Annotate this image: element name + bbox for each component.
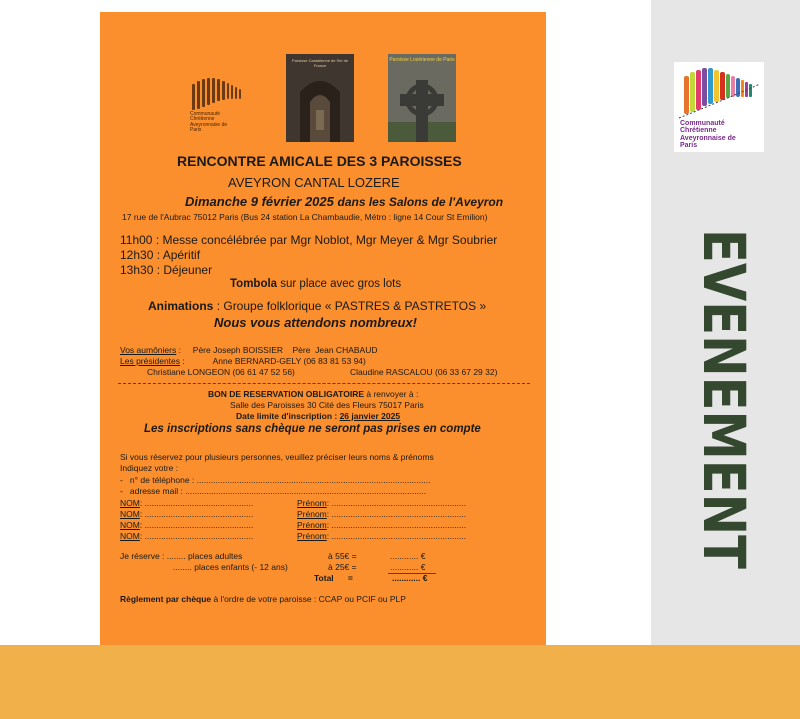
prenom-label: Prénom	[297, 498, 327, 508]
reserve-children: ........ places enfants (- 12 ans)	[173, 562, 288, 572]
aumoniers-label: Vos aumôniers	[120, 345, 177, 355]
form-intro: Si vous réservez pour plusieurs personnes, veuillez préciser leurs noms & prénoms	[120, 452, 434, 462]
event-date-venue: dans les Salons de l'Aveyron	[337, 195, 504, 209]
nom-label: NOM	[120, 531, 140, 541]
tombola-line	[230, 278, 401, 290]
salle-address: Salle des Paroisses 30 Cité des Fleurs 75017 Paris	[230, 400, 424, 410]
bon-reservation-rest: à renvoyer à :	[366, 389, 419, 399]
prenom-label: Prénom	[297, 509, 327, 519]
church-interior-icon	[286, 62, 354, 142]
community-logo	[674, 62, 764, 152]
prenom-label: Prénom	[297, 520, 327, 530]
church-photo-1	[286, 54, 354, 142]
flyer-people-icon	[188, 74, 266, 114]
phone-field: - n° de téléphone : ...................................................................................................	[120, 475, 431, 485]
event-date-day: Dimanche 9 février 2025	[185, 194, 334, 209]
cut-line	[118, 383, 530, 384]
prenom-dots: : .........................................................	[326, 498, 467, 508]
email-field: - adresse mail : ......................................................................................................	[120, 486, 427, 496]
date-limit-value: 26 janvier 2025	[339, 411, 401, 421]
date-limit-label: Date limite d'inscription :	[236, 411, 338, 421]
logo-line-2: Chrétienne	[680, 127, 717, 135]
flyer-logo-line-2: Chrétienne	[190, 116, 215, 123]
tombola-bold: Tombola	[230, 278, 278, 290]
bon-reservation-bold: BON DE RESERVATION OBLIGATOIRE	[208, 389, 365, 399]
prenom-dots: : .........................................................	[326, 520, 467, 530]
name-row	[120, 531, 253, 541]
cheque-warning: Les inscriptions sans chèque ne seront pas prises en compte	[144, 423, 481, 435]
aumoniers-names: : Père Joseph BOISSIER Père Jean CHABAUD	[178, 345, 378, 355]
prenom-row	[297, 520, 466, 530]
nom-label: NOM	[120, 498, 140, 508]
form-indiquez: Indiquez votre :	[120, 463, 179, 473]
animations-rest: : Groupe folklorique « PASTRES & PASTRETOS »	[216, 299, 487, 313]
presidente-3: Claudine RASCALOU (06 33 67 29 32)	[350, 367, 498, 377]
church-photo-2	[388, 54, 456, 142]
schedule-item: 12h30 : Apéritif	[120, 248, 201, 262]
nom-dots: : ..............................................	[139, 520, 254, 530]
reglement-rest: à l'ordre de votre paroisse : CCAP ou PCIF ou PLP	[213, 594, 406, 604]
logo-line-3: Aveyronnaise de	[680, 134, 736, 142]
reglement-bold: Règlement par chèque	[120, 594, 212, 604]
reserve-adults-total: ............ €	[390, 551, 426, 561]
prenom-dots: : .........................................................	[326, 531, 467, 541]
flyer-subtitle: AVEYRON CANTAL LOZERE	[228, 175, 400, 190]
presidente-1: : Anne BERNARD-GELY (06 83 81 53 94)	[182, 356, 366, 366]
flyer-logo	[188, 74, 278, 154]
flyer-logo-line-1: Communauté	[190, 111, 221, 117]
animations-line	[148, 299, 486, 313]
schedule-item: 13h30 : Déjeuner	[120, 263, 213, 277]
total-value: ............ €	[392, 573, 428, 583]
presidente-2: Christiane LONGEON (06 61 47 52 56)	[147, 367, 295, 377]
side-title	[689, 227, 758, 627]
animations-bold: Animations	[148, 299, 214, 313]
flyer-title: RENCONTRE AMICALE DES 3 PAROISSES	[177, 153, 462, 169]
bottom-band	[0, 645, 800, 719]
reserve-adults-price: à 55€ =	[328, 551, 357, 561]
name-row	[120, 498, 253, 508]
nom-label: NOM	[120, 520, 140, 530]
bon-reservation-line	[208, 389, 418, 399]
celtic-cross-icon	[388, 72, 456, 142]
side-title-svg	[689, 227, 758, 627]
photo-1-caption: Paroisse Cantalienne de l'Ile de France	[291, 58, 349, 68]
reglement-line	[120, 594, 406, 604]
nom-dots: : ..............................................	[139, 498, 254, 508]
reserve-adults: Je réserve : ........ places adultes	[120, 551, 243, 561]
photo-2-caption: Paroisse Lozérienne de Paris	[389, 57, 455, 63]
nom-label: NOM	[120, 509, 140, 519]
event-address: 17 rue de l'Aubrac 75012 Paris (Bus 24 station La Chambaudie, Métro : ligne 14 Cour St Emilion)	[122, 212, 488, 222]
presidentes-label: Les présidentes	[120, 356, 181, 366]
prenom-row	[297, 498, 466, 508]
prenom-row	[297, 531, 466, 541]
schedule-item: 11h00 : Messe concélébrée par Mgr Noblot, Mgr Meyer & Mgr Soubrier	[120, 233, 498, 247]
nom-dots: : ..............................................	[139, 531, 254, 541]
date-limit-line	[236, 411, 400, 421]
presidentes-line	[120, 356, 366, 366]
event-date	[185, 194, 503, 209]
total-label: Total =	[314, 573, 353, 583]
people-figures-icon	[674, 62, 764, 122]
reserve-children-total: ............ €	[390, 562, 426, 572]
prenom-row	[297, 509, 466, 519]
prenom-label: Prénom	[297, 531, 327, 541]
tombola-rest: sur place avec gros lots	[280, 278, 402, 290]
welcome-line: Nous vous attendons nombreux!	[214, 315, 417, 330]
aumoniers-line	[120, 345, 378, 355]
logo-line-4: Paris	[680, 142, 698, 150]
side-title-label: EVENEMENT	[689, 229, 758, 627]
name-row	[120, 509, 253, 519]
reserve-children-price: à 25€ =	[328, 562, 357, 572]
flyer-logo-line-3: Aveyronnaise de	[190, 121, 228, 128]
name-row	[120, 520, 253, 530]
nom-dots: : ..............................................	[139, 509, 254, 519]
prenom-dots: : .........................................................	[326, 509, 467, 519]
logo-line-1: Communauté	[680, 120, 725, 127]
event-flyer	[100, 12, 546, 645]
flyer-logo-line-4: Paris	[190, 126, 202, 133]
